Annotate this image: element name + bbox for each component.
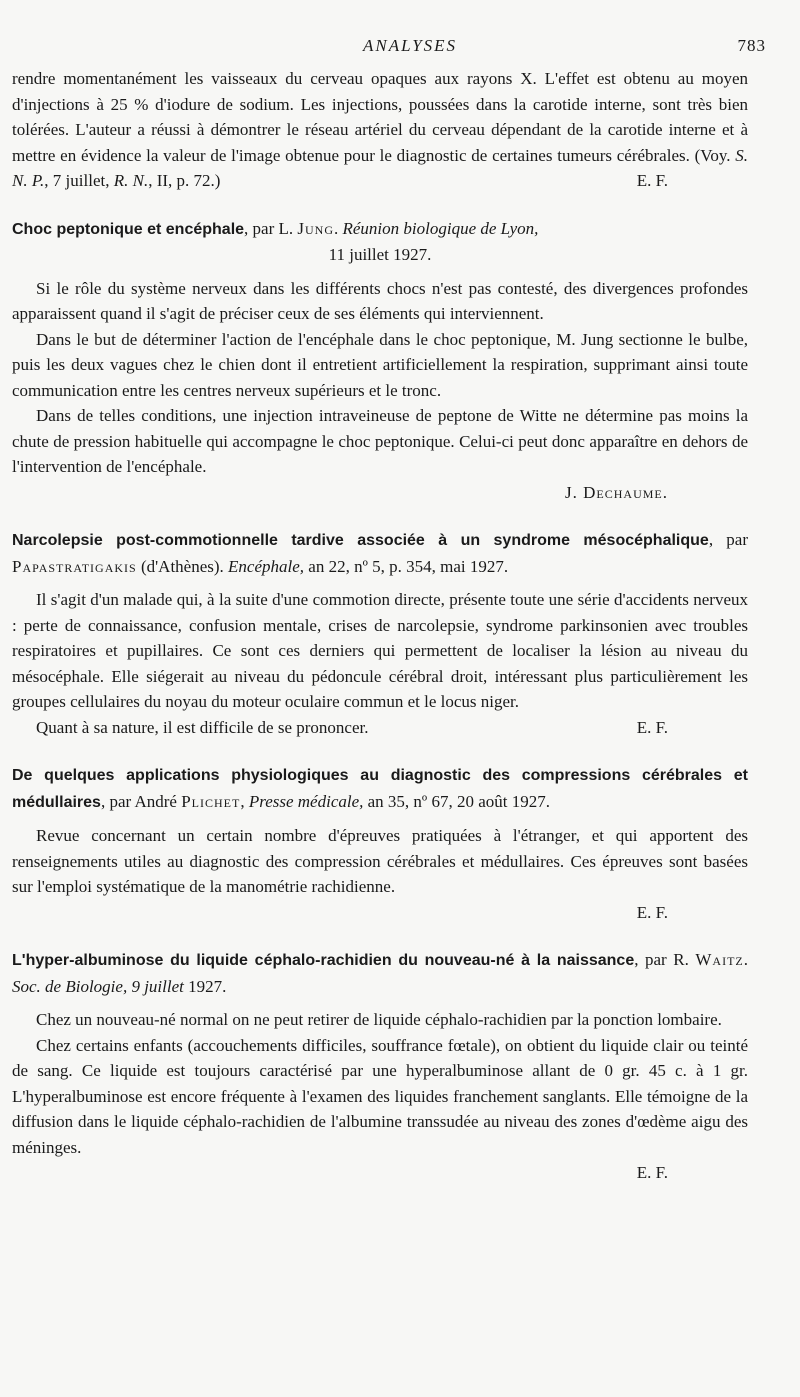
article-heading-compressions: De quelques applications physiologiques au diagnostic des compressions cérébrales et médullaires, par André Plichet, Presse médicale, an 35, nº 67, 20 août 1927. (12, 767, 748, 811)
article-signature: J. Dechaume. (565, 482, 668, 502)
article-heading-narcolepsie: Narcolepsie post-commotionnelle tardive associée à un syndrome mésocéphalique, par Papastratigakis (d'Athènes). Encéphale, an 22, nº 5, p. 354, mai 1927. (12, 530, 748, 576)
article-paragraph: Dans le but de déterminer l'action de l'encéphale dans le choc peptonique, M. Jung sectionne le bulbe, puis les deux vagues chez le chien dont il entretient artificiellement la respiration, supprimant ainsi toute communication entre les centres nerveux supérieurs et le tronc. (12, 329, 748, 400)
article-signature: E. F. (636, 902, 668, 922)
running-header (12, 36, 766, 66)
article-source: Presse médicale, (248, 791, 364, 811)
article-author: Plichet (181, 791, 241, 811)
article-author: Jung (297, 218, 334, 238)
article-source: Soc. de Biologie, 9 juillet (12, 976, 184, 996)
running-title: ANALYSES (362, 36, 458, 55)
intro-paragraph: rendre momentanément les vaisseaux du cerveau opaques aux rayons X. L'effet est obtenu au moyen d'injections à 25 % d'iodure de sodium. Les injections, poussées dans la carotide interne, sont très bien tolérées. L'auteur a réussi à démontrer le réseau artériel du cerveau dépendant de la carotide interne et à mettre en évidence la valeur de l'image obtenue pour le diagnostic de certaines tumeurs cérébrales. (Voy. S. N. P., 7 juillet, R. N., II, p. 72.) E. F. (12, 66, 748, 194)
article-signature: E. F. (636, 1163, 668, 1182)
article-title: L'hyper-albuminose du liquide céphalo-rachidien du nouveau-né à la naissance (12, 952, 635, 969)
article-paragraph: Chez un nouveau-né normal on ne peut retirer de liquide céphalo-rachidien par la ponction lombaire. (36, 1010, 722, 1029)
article-date: 11 juillet 1927. (328, 245, 432, 264)
article-paragraph: Chez certains enfants (accouchements difficiles, souffrance fœtale), on obtient du liquide clair ou teinté de sang. Ce liquide est toujours caractérisé par une hyperalbuminose allant de 0 gr. 45 c. à 1 gr. L'hyperalbuminose est encore fréquente à l'examen des liquides franchement sanglants. Elle témoigne de la diffusion dans le liquide céphalo-rachidien de l'albumine transsudée au niveau des zones d'œdème aigu des méninges. (12, 1035, 748, 1157)
article-title: Narcolepsie post-commotionnelle tardive associée à un syndrome mésocéphalique (12, 532, 709, 549)
article-source: Encéphale, (228, 556, 305, 576)
article-heading-choc: Choc peptonique et encéphale, par L. Jung. Réunion biologique de Lyon, 11 juillet 1927. (12, 216, 748, 268)
article-paragraph: Revue concernant un certain nombre d'épreuves pratiquées à l'étranger, et qui apportent des renseignements utiles au diagnostic des compression cérébrales et médullaires. Ces épreuves sont basées sur l'emploi systématique de la manométrie rachidienne. (12, 826, 748, 896)
article-paragraph: Dans de telles conditions, une injection intraveineuse de peptone de Witte ne détermine pas moins la chute de pression habituelle qui accompagne le choc peptonique. Celui-ci peut donc apparaître en dehors de l'intervention de l'encéphale. (12, 406, 748, 476)
article-source: Réunion biologique de Lyon, (342, 218, 539, 238)
article-paragraph: Il s'agit d'un malade qui, à la suite d'une commotion directe, présente toute une série d'accidents nerveux : perte de connaissance, confusion mentale, crises de narcolepsie, syndrome parkinsonien avec troubles respiratoires et pupillaires. Ce sont ces derniers qui permettent de localiser la lésion au niveau du mésocéphale. Elle siégerait au niveau du pédoncule cérébral droit, intéressant plus particulièrement les groupes cellulaires du noyau du moteur oculaire commun et le locus niger. (12, 590, 748, 711)
article-paragraph: Si le rôle du système nerveux dans les différents chocs n'est pas contesté, des divergences profondes apparaissent quand il s'agit de préciser ceux de ses éléments qui interviennent. (12, 278, 748, 323)
intro-signature: E. F. (636, 171, 668, 190)
article-author: Papastratigakis (12, 556, 137, 576)
article-title: Choc peptonique et encéphale (12, 220, 245, 238)
article-author: Waitz (695, 950, 744, 969)
article-heading-hyperalbuminose: L'hyper-albuminose du liquide céphalo-rachidien du nouveau-né à la naissance, par R. Waitz. Soc. de Biologie, 9 juillet 1927. (12, 950, 748, 996)
article-date: 1927. (183, 976, 227, 996)
article-date: an 35, nº 67, 20 août 1927. (363, 791, 550, 811)
article-signature: E. F. (636, 717, 668, 737)
article-date: an 22, nº 5, p. 354, mai 1927. (304, 556, 509, 576)
article-paragraph: Quant à sa nature, il est difficile de se prononcer. E. F. (12, 715, 748, 741)
article-title: De quelques applications physiologiques au diagnostic des compressions cérébrales et médullaires (12, 767, 748, 811)
page-number: 783 (737, 36, 766, 55)
